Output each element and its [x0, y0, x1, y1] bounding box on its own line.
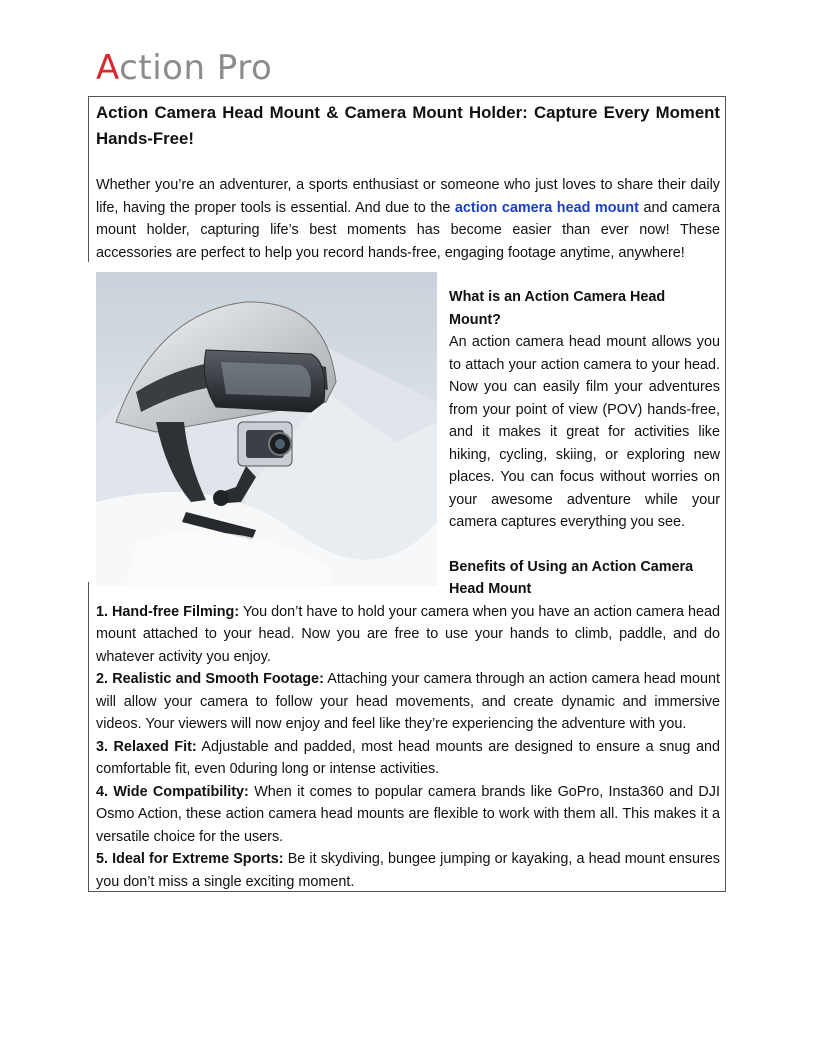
helmet-illustration	[96, 272, 437, 586]
list-item	[96, 668, 720, 736]
list-item	[96, 848, 720, 893]
benefits-list	[96, 601, 720, 894]
article	[96, 96, 720, 893]
helmet-camera-photo	[96, 272, 437, 586]
benefit-label: 4. Wide Compatibility:	[96, 783, 249, 800]
list-item	[96, 736, 720, 781]
list-item	[96, 601, 720, 669]
border-gap	[88, 262, 96, 582]
benefit-text: You don’t have to hold your camera when you have an action camera head mount attached to your head. Now you are free to use your hands to climb, paddle, and do whatever activity you enjoy.	[96, 603, 720, 665]
benefit-label: 1. Hand-free Filming:	[96, 603, 240, 620]
benefit-text: Attaching your camera through an action camera head mount will allow your camera to follow your head movements, and create dynamic and immersive videos. Your viewers will now enjoy and feel like they’re experiencing the adventure with you.	[96, 671, 720, 732]
benefit-label: 2. Realistic and Smooth Footage:	[96, 671, 324, 687]
section-body-what-is: An action camera head mount allows you to attach your action camera to your head. Now you can easily film your adventures from your point of view (POV) hands-free, and it makes it great for activities like hiking, cycling, skiing, or exploring new places. You can focus without worries on your awesome adventure while your camera captures everything you see.	[449, 334, 720, 530]
list-item	[96, 781, 720, 849]
article-title: Action Camera Head Mount & Camera Mount Holder: Capture Every Moment Hands-Free!	[96, 103, 720, 148]
intro-paragraph	[96, 174, 720, 264]
logo-accent-letter: A	[96, 48, 120, 88]
section-heading-what-is: What is an Action Camera Head Mount?	[449, 289, 666, 328]
brand-logo	[96, 48, 296, 88]
benefit-label: 5. Ideal for Extreme Sports:	[96, 851, 284, 867]
benefit-text: Be it skydiving, bungee jumping or kayaking, a head mount ensures you don’t miss a single exciting moment.	[96, 851, 720, 890]
intro-text-start: Whether you’re an adventurer, a sports enthusiast or someone who just loves to share their daily life, having the proper tools is essential. And due to the	[96, 177, 720, 216]
section-heading-benefits: Benefits of Using an Action Camera Head Mount	[449, 558, 694, 597]
intro-text-end: and camera mount holder, capturing life’s best moments has become easier than ever now! These accessories are perfect to help you record hands-free, engaging footage anytime, anywhere!	[96, 199, 720, 261]
benefit-text: Adjustable and padded, most head mounts are designed to ensure a snug and comfortable fit, even 0during long or intense activities.	[96, 738, 720, 777]
head-mount-link[interactable]: action camera head mount	[454, 199, 639, 216]
benefit-label: 3. Relaxed Fit:	[96, 738, 197, 755]
benefit-text: When it comes to popular camera brands like GoPro, Insta360 and DJI Osmo Action, these action camera head mounts are flexible to work with them all. This makes it a versatile choice for the users.	[96, 783, 720, 845]
logo-wordmark: ction Pro	[119, 48, 273, 88]
